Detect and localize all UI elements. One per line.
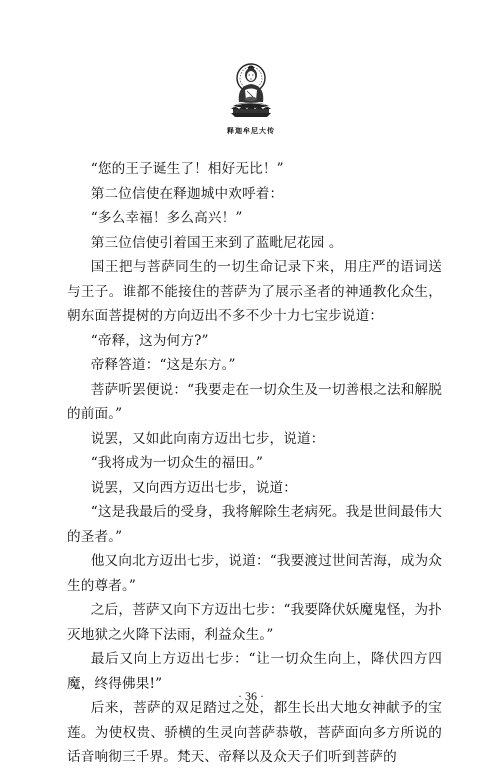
paragraph: 帝释答道：“这是东方。”: [90, 357, 236, 373]
paragraph: 最后又向上方迈出七步：“让一切众生向上，降伏四方四魔，终得佛果!”: [67, 651, 442, 692]
paragraph: 第三位信使引着国王来到了蓝毗尼花园 。: [90, 234, 343, 251]
body-text: [67, 157, 442, 770]
paragraph: 说罢，又如此向南方迈出七步，说道：: [90, 430, 325, 447]
paragraph: 之后，菩萨又向下方迈出七步：“我要降伏妖魔鬼怪，为扑灭地狱之火降下法雨，利益众生。”: [67, 602, 442, 643]
page-number: · 36 ·: [238, 689, 264, 703]
paragraph: “帝释，这为何方?”: [90, 332, 209, 349]
paragraph: 第二位信使在释迦城中欢呼着：: [90, 185, 284, 202]
paragraph: “您的王子诞生了！相好无比！”: [90, 161, 284, 177]
paragraph: “多么幸福！多么高兴！”: [90, 210, 243, 226]
paragraph: “这是我最后的受身，我将解除生老病死。我是世间最伟大的圣者。”: [67, 504, 442, 545]
paragraph: 菩萨听罢便说：“我要走在一切众生及一切善根之法和解脱的前面。”: [67, 381, 442, 422]
paragraph: 他又向北方迈出七步，说道：“我要渡过世间苦海，成为众生的尊者。”: [67, 553, 442, 594]
paragraph: “我将成为一切众生的福田。”: [90, 455, 264, 471]
illustration-caption: 释迦牟尼大传: [227, 126, 275, 135]
paragraph: 说罢，又向西方迈出七步，说道：: [90, 479, 297, 496]
paragraph: 后来，菩萨的双足踏过之处，都生长出大地女神献予的宝莲。为使权贵、骄横的生灵向菩萨恭敬，菩萨面向多方所说的话音响彻三千界。梵天、帝释以及众天子们听到菩萨的: [67, 700, 442, 765]
buddha-illustration: [0, 60, 502, 124]
paragraph: 国王把与菩萨同生的一切生命记录下来，用庄严的语词送与王子。谁都不能接住的菩萨为了展示圣者的神通教化众生，朝东面菩提树的方向迈出不多不少十力七宝步说道：: [67, 259, 442, 324]
